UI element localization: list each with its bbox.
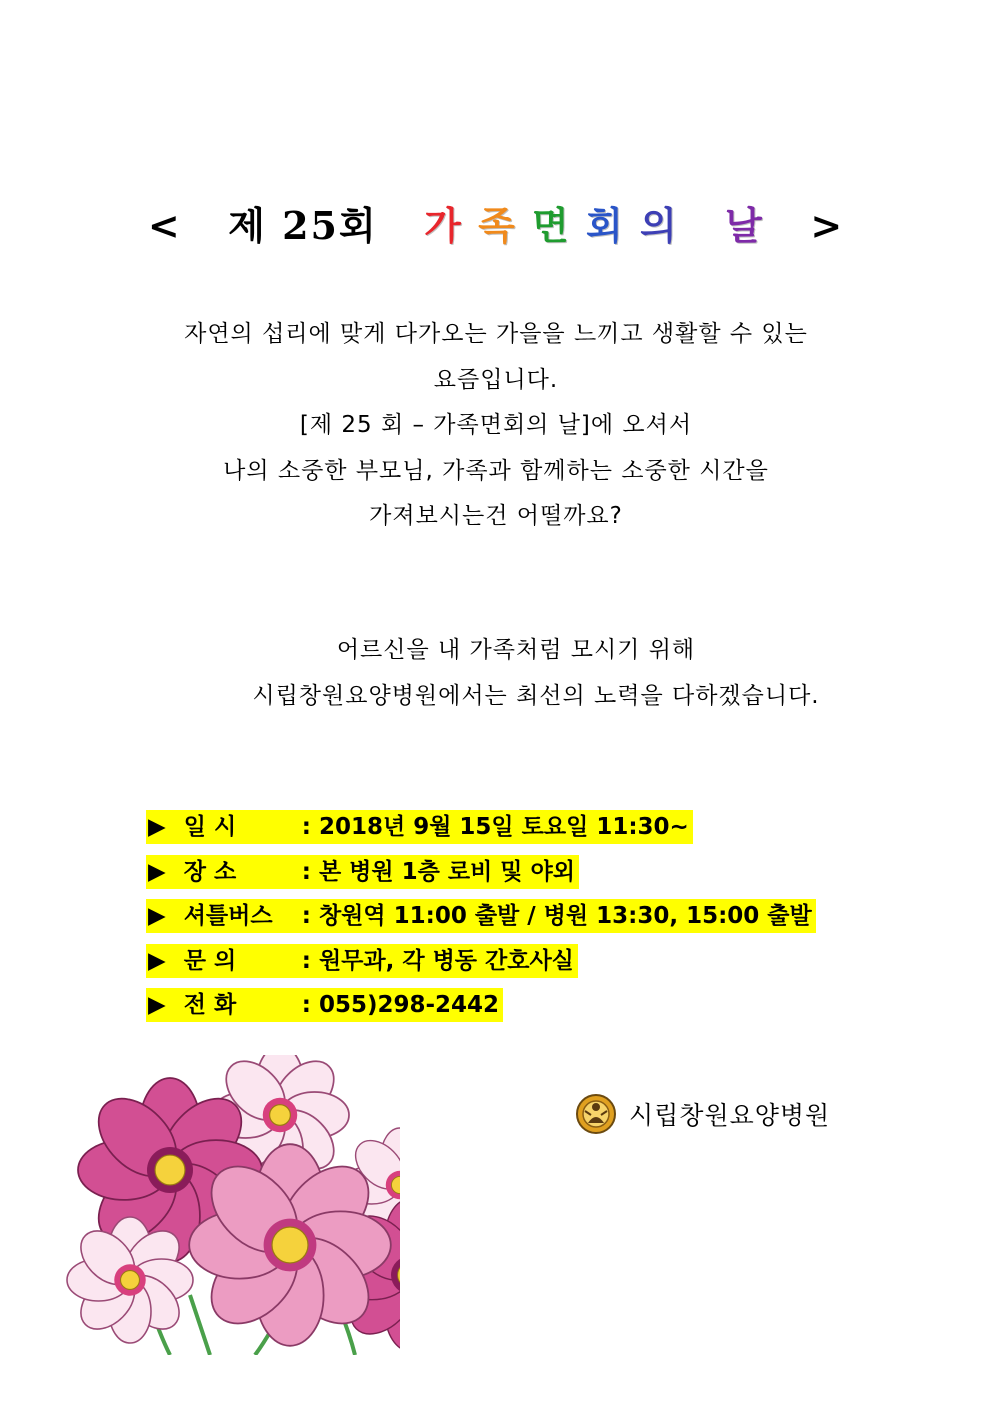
bullet-icon: ▶: [148, 903, 166, 929]
title-open-bracket: <: [147, 203, 182, 248]
message-line: 어르신을 내 가족처럼 모시기 위해: [336, 637, 696, 663]
detail-row-date: [146, 810, 693, 844]
title-char: 날: [725, 203, 764, 248]
bullet-icon: ▶: [148, 992, 166, 1018]
title-char: 면: [532, 203, 571, 248]
detail-value: 본 병원 1층 로비 및 야외: [318, 859, 575, 885]
intro-line: 나의 소중한 부모님, 가족과 함께하는 소중한 시간을: [223, 458, 769, 484]
detail-row-place: [146, 855, 579, 889]
title-close-bracket: >: [810, 203, 845, 248]
detail-label: 전 화: [183, 992, 237, 1018]
cosmos-flowers-illustration: [40, 1055, 400, 1355]
poster-title: [0, 195, 992, 250]
detail-row-phone: [146, 988, 503, 1022]
hospital-emblem-icon: [575, 1093, 617, 1135]
intro-line: 가져보시는건 어떨까요?: [369, 503, 623, 529]
bullet-icon: ▶: [148, 859, 166, 885]
hospital-name: 시립창원요양병원: [629, 1101, 831, 1130]
title-char: 족: [478, 203, 517, 248]
detail-row-inquiry: [146, 944, 578, 978]
detail-separator: :: [301, 814, 311, 840]
intro-line: 요즘입니다.: [433, 367, 559, 393]
detail-separator: :: [301, 992, 311, 1018]
detail-label: 일 시: [183, 814, 237, 840]
detail-label: 셔틀버스: [183, 903, 273, 929]
title-char: 의: [639, 203, 679, 248]
detail-value: 2018년 9월 15일 토요일 11:30~: [318, 814, 689, 840]
detail-separator: :: [301, 859, 311, 885]
bullet-icon: ▶: [148, 814, 166, 840]
hospital-logo: [575, 1093, 830, 1135]
title-char: 회: [586, 203, 625, 248]
title-char: 가: [424, 203, 463, 248]
detail-label: 장 소: [183, 859, 237, 885]
detail-separator: :: [301, 903, 311, 929]
intro-line: 자연의 섭리에 맞게 다가오는 가을을 느끼고 생활할 수 있는: [184, 321, 808, 347]
title-prefix: 제 25회: [228, 203, 378, 248]
detail-row-shuttle: [146, 899, 816, 933]
intro-line: [제 25 회 – 가족면회의 날]에 오셔서: [299, 412, 693, 438]
detail-label: 문 의: [183, 948, 237, 974]
detail-value: 창원역 11:00 출발 / 병원 13:30, 15:00 출발: [318, 903, 812, 929]
message-line: 시립창원요양병원에서는 최선의 노력을 다하겠습니다.: [252, 683, 820, 709]
detail-separator: :: [301, 948, 311, 974]
detail-value: 055)298-2442: [318, 992, 500, 1018]
detail-value: 원무과, 각 병동 간호사실: [318, 948, 574, 974]
bullet-icon: ▶: [148, 948, 166, 974]
